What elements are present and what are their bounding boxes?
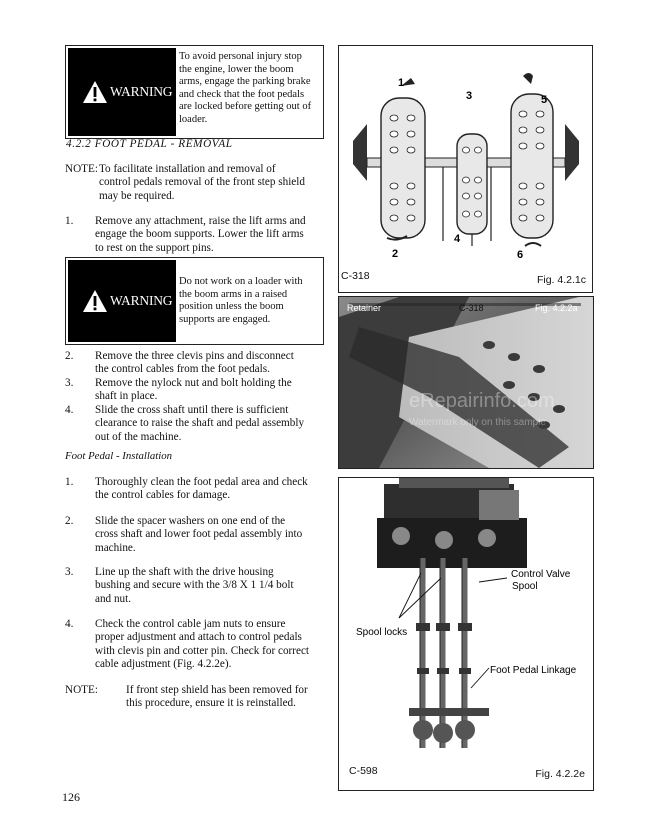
warning-box-1 [65, 45, 324, 139]
step-line: cable adjustment (Fig. 4.2.2e). [95, 658, 232, 671]
step-line: to rest on the support pins. [95, 241, 214, 254]
step-number: 4. [65, 404, 74, 416]
warning-label: WARNING [110, 84, 173, 99]
step-text [95, 377, 330, 404]
figure-code: C-598 [349, 765, 378, 777]
step-line: cross shaft and lower foot pedal assembly into [95, 528, 303, 541]
warning-text [179, 51, 321, 127]
callout-6: 6 [517, 249, 524, 261]
label-spool-locks: Spool locks [356, 627, 408, 638]
step-number: 4. [65, 618, 74, 630]
step-text [95, 476, 330, 503]
warning-line: are locked before getting out of [179, 101, 312, 113]
note-label: NOTE: [65, 163, 98, 175]
control-valve-photo [339, 478, 593, 758]
warning-label: WARNING [110, 293, 173, 308]
pedal-assembly-drawing [339, 46, 592, 261]
callout-5: 5 [541, 94, 548, 106]
step-line: Slide the cross shaft until there is sufficient [95, 404, 289, 416]
warning-line: supports are engaged. [179, 313, 271, 325]
step-line: the control cables from the foot pedals. [95, 363, 270, 376]
warning-line: arms, engage the parking brake [179, 76, 311, 88]
step-number: 3. [65, 377, 74, 389]
warning-line: and check that the foot pedals [179, 88, 305, 100]
watermark-main: eRepairinfo.com [409, 390, 555, 412]
note-label: NOTE: [65, 684, 98, 696]
warning-label-panel [68, 48, 176, 136]
label-spool: Spool [512, 581, 538, 592]
watermark-sub: Watermark only on this sample [409, 417, 546, 428]
step-line: engage the boom supports. Lower the lift arms [95, 228, 304, 241]
figure-caption: Fig. 4.2.2e [535, 768, 585, 780]
step-text [95, 215, 330, 255]
step-line: machine. [95, 541, 136, 554]
step-text [95, 515, 330, 555]
retainer-label: Retainer [347, 303, 382, 313]
label-control-valve: Control Valve [511, 569, 571, 580]
step-line: out of the machine. [95, 430, 182, 443]
warning-label-panel [68, 260, 176, 342]
step-line: Check the control cable jam nuts to ensure [95, 618, 286, 630]
callout-3: 3 [466, 90, 473, 102]
note-line: To facilitate installation and removal of [99, 163, 276, 175]
figure-code: C-318 [341, 270, 370, 282]
figure-control-valve [338, 477, 594, 791]
step-text [95, 350, 330, 377]
warning-line: the boom arms in a raised [179, 288, 288, 300]
warning-line: loader. [179, 113, 208, 125]
callout-2: 2 [392, 248, 399, 260]
figure-pedals [338, 45, 593, 293]
step-line: proper adjustment and attach to control pedals [95, 631, 302, 644]
step-line: Remove any attachment, raise the lift arms and [95, 215, 306, 227]
step-line: Slide the spacer washers on one end of the [95, 515, 286, 527]
step-line: Remove the nylock nut and bolt holding the [95, 377, 292, 389]
page-number: 126 [62, 790, 80, 804]
warning-line: the engine, lower the boom [179, 63, 294, 75]
step-line: Remove the three clevis pins and disconnect [95, 350, 294, 362]
step-line: clearance to raise the shaft and pedal assembly [95, 417, 305, 430]
section-heading: 4.2.2 FOOT PEDAL - REMOVAL [66, 138, 233, 150]
photo-retainer [339, 297, 593, 468]
step-number: 2. [65, 515, 74, 527]
step-line: with clevis pin and cotter pin. Check for correct [95, 644, 310, 657]
photo-code: C-318 [459, 303, 484, 313]
warning-text [179, 276, 321, 326]
step-number: 1. [65, 476, 74, 488]
step-line: Line up the shaft with the drive housing [95, 566, 274, 578]
install-heading: Foot Pedal - Installation [65, 450, 173, 462]
step-line: the control cables for damage. [95, 489, 231, 502]
step-number: 3. [65, 566, 74, 578]
warning-box-2 [65, 257, 324, 345]
warning-line: Do not work on a loader with [179, 276, 303, 287]
label-foot-pedal-linkage: Foot Pedal Linkage [490, 665, 577, 676]
note-text [126, 684, 331, 711]
warning-line: To avoid personal injury stop [179, 51, 302, 62]
note-text [99, 163, 339, 203]
callout-4: 4 [454, 233, 461, 245]
step-number: 1. [65, 215, 74, 227]
step-line: shaft in place. [95, 390, 158, 403]
figure-caption: Fig. 4.2.1c [536, 274, 586, 286]
warning-line: position unless the boom [179, 301, 284, 313]
callout-1: 1 [398, 77, 405, 89]
step-text [95, 404, 330, 444]
note-line: may be required. [99, 189, 175, 202]
warning-triangle-icon [82, 80, 108, 104]
figure-photo-retainer [338, 296, 594, 469]
photo-caption: Fig. 4.2.2a [535, 303, 578, 313]
step-text [95, 618, 330, 672]
step-line: and nut. [95, 592, 132, 605]
step-number: 2. [65, 350, 74, 362]
warning-triangle-icon [82, 289, 108, 313]
step-line: Thoroughly clean the foot pedal area and check [95, 476, 308, 488]
step-text [95, 566, 330, 606]
step-line: bushing and secure with the 3/8 X 1 1/4 bolt [95, 579, 294, 592]
note-line: If front step shield has been removed for [126, 684, 308, 696]
note-line: control pedals removal of the front step shield [99, 176, 305, 189]
note-line: this procedure, ensure it is reinstalled. [126, 697, 296, 710]
